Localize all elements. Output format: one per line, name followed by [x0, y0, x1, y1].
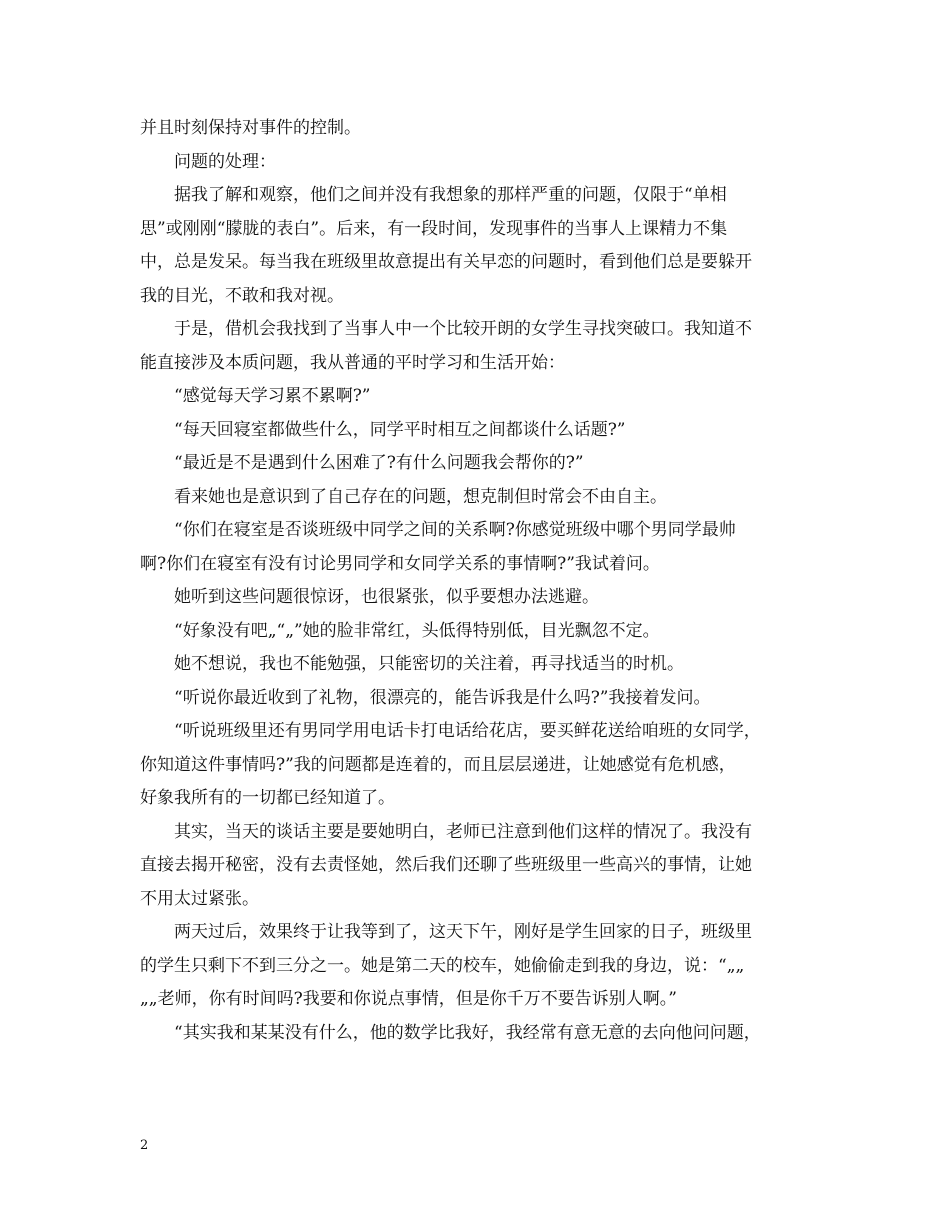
- text-line: 两天过后，效果终于让我等到了，这天下午，刚好是学生回家的日子，班级里: [174, 922, 752, 942]
- text-line: 她不想说，我也不能勉强，只能密切的关注着，再寻找适当的时机。: [174, 654, 684, 674]
- body-text: [140, 112, 820, 1050]
- text-line: 中，总是发呆。每当我在班级里故意提出有关早恋的问题时，看到他们总是要躲开: [140, 252, 752, 272]
- text-line: 不用太过紧张。: [140, 888, 259, 909]
- text-line: “好象没有吧„“„”她的脸非常红，头低得特别低，目光飘忽不定。: [174, 620, 660, 641]
- text-line: 据我了解和观察，他们之间并没有我想象的那样严重的问题，仅限于“单相: [174, 185, 727, 205]
- text-line: 问题的处理：: [174, 151, 276, 172]
- text-line: 能直接涉及本质问题，我从普通的平时学习和生活开始：: [140, 352, 565, 373]
- text-line: “你们在寝室是否谈班级中同学之间的关系啊?你感觉班级中哪个男同学最帅: [174, 520, 736, 540]
- text-line: 的学生只剩下不到三分之一。她是第二天的校车，她偷偷走到我的身边，说：“„„: [140, 955, 745, 976]
- text-line: 直接去揭开秘密，没有去责怪她，然后我们还聊了些班级里一些高兴的事情，让她: [140, 855, 752, 875]
- text-line: “听说班级里还有男同学用电话卡打电话给花店，要买鲜花送给咱班的女同学，: [174, 721, 761, 741]
- text-line: “每天回寝室都做些什么，同学平时相互之间都谈什么话题?”: [174, 419, 626, 440]
- text-line: 她听到这些问题很惊讶，也很紧张，似乎要想办法逃避。: [174, 587, 599, 607]
- text-line: 你知道这件事情吗?”我的问题都是连着的，而且层层递进，让她感觉有危机感，: [140, 754, 736, 775]
- text-line: “其实我和某某没有什么，他的数学比我好，我经常有意无意的去向他问问题，: [174, 1022, 761, 1043]
- text-line: 好象我所有的一切都已经知道了。: [140, 788, 395, 808]
- text-line: 思”或刚刚“朦胧的表白”。后来，有一段时间，发现事件的当事人上课精力不集: [140, 218, 728, 239]
- text-line: „„老师，你有时间吗?我要和你说点事情，但是你千万不要告诉别人啊。”: [140, 989, 677, 1009]
- text-line: 并且时刻保持对事件的控制。: [140, 118, 361, 138]
- text-line: 于是，借机会我找到了当事人中一个比较开朗的女学生寻找突破口。我知道不: [174, 319, 752, 339]
- text-line: “最近是不是遇到什么困难了?有什么问题我会帮你的?”: [174, 453, 584, 473]
- text-line: 我的目光，不敢和我对视。: [140, 285, 344, 306]
- text-line: “感觉每天学习累不累啊?”: [174, 386, 371, 406]
- text-line: 其实，当天的谈话主要是要她明白，老师已注意到他们这样的情况了。我没有: [174, 821, 752, 842]
- text-line: “听说你最近收到了礼物，很漂亮的，能告诉我是什么吗?”我接着发问。: [174, 687, 711, 708]
- page-number: 2: [140, 1138, 149, 1153]
- text-line: 啊?你们在寝室有没有讨论男同学和女同学关系的事情啊?”我试着问。: [140, 553, 660, 574]
- text-line: 看来她也是意识到了自己存在的问题，想克制但时常会不由自主。: [174, 486, 667, 507]
